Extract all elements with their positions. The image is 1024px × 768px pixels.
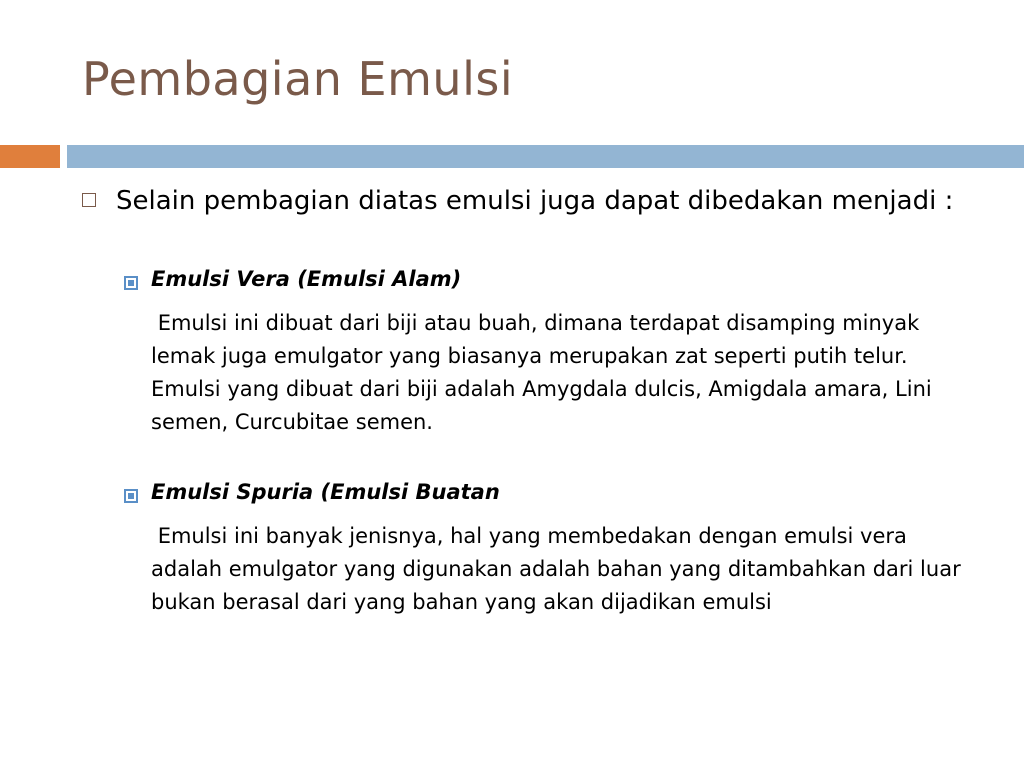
sub-item-paragraph: Emulsi ini banyak jenisnya, hal yang membedakan dengan emulsi vera adalah emulgator yang digunakan adalah bahan yang ditambahkan dari luar bukan berasal dari yang bahan yang akan dijadikan emulsi [151, 524, 968, 614]
main-bullet-text: Selain pembagian diatas emulsi juga dapat dibedakan menjadi : [116, 186, 954, 216]
orange-accent-bar [0, 145, 60, 168]
slide-title: Pembagian Emulsi [82, 52, 514, 106]
filled-square-bullet-icon [124, 489, 138, 503]
hollow-square-bullet-icon [82, 193, 96, 207]
sub-item-paragraph: Emulsi ini dibuat dari biji atau buah, dimana terdapat disamping minyak lemak juga emulgator yang biasanya merupakan zat seperti putih telur. Emulsi yang dibuat dari biji adalah Amygdala dulcis, Amigdala amara, Lini semen, Curcubitae semen. [151, 311, 939, 434]
blue-header-bar [67, 145, 1024, 168]
sub-item-heading: Emulsi Spuria (Emulsi Buatan [151, 480, 500, 504]
filled-square-bullet-icon [124, 276, 138, 290]
sub-item-heading: Emulsi Vera (Emulsi Alam) [151, 267, 462, 291]
